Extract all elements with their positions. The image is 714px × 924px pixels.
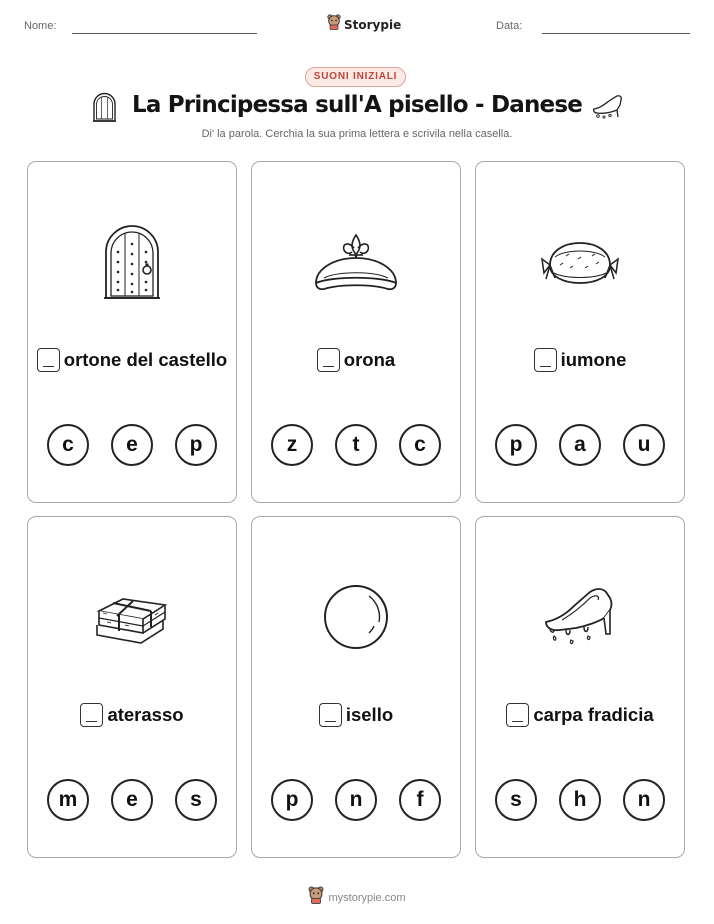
word-fragment: carpa fradicia (533, 704, 654, 725)
letter-choice[interactable]: p (495, 424, 537, 466)
letter-choice[interactable]: t (335, 424, 377, 466)
letter-choice[interactable]: e (111, 424, 153, 466)
letter-choice[interactable]: z (271, 424, 313, 466)
glass-slipper-icon (592, 94, 624, 127)
word-fragment: iumone (560, 349, 627, 370)
brand-logo (327, 14, 401, 35)
word-row (28, 348, 236, 372)
answer-box[interactable] (37, 348, 60, 372)
word-fragment: isello (345, 704, 394, 725)
letter-choice[interactable]: m (47, 779, 89, 821)
footer (0, 886, 714, 909)
word-fragment: orona (343, 349, 396, 370)
name-line[interactable] (72, 33, 257, 34)
letter-choice[interactable]: u (623, 424, 665, 466)
brand-name: Storypie (344, 17, 402, 32)
answer-box[interactable] (317, 348, 340, 372)
page-title: La Principessa sull'A pisello - Danese (131, 92, 583, 118)
word-row (476, 348, 684, 372)
category-badge: SUONI INIZIALI (305, 67, 406, 87)
letter-choice[interactable]: c (399, 424, 441, 466)
letter-choice[interactable]: p (271, 779, 313, 821)
door-icon (28, 212, 236, 312)
exercise-card (475, 161, 685, 503)
date-line[interactable] (542, 33, 690, 34)
storypie-mascot-icon (327, 14, 341, 35)
letter-choice[interactable]: n (335, 779, 377, 821)
wet-shoe-icon (476, 567, 684, 667)
word-row (28, 703, 236, 727)
letter-choice[interactable]: c (47, 424, 89, 466)
crown-icon (252, 212, 460, 312)
answer-box[interactable] (534, 348, 557, 372)
mattress-stack-icon (28, 567, 236, 667)
exercise-card (27, 516, 237, 858)
word-row (252, 703, 460, 727)
answer-box[interactable] (80, 703, 103, 727)
letter-choice[interactable]: p (175, 424, 217, 466)
exercise-card (475, 516, 685, 858)
storypie-mascot-icon (308, 886, 324, 909)
letter-choice[interactable]: n (623, 779, 665, 821)
pillow-icon (476, 212, 684, 312)
letter-choice[interactable]: f (399, 779, 441, 821)
footer-url[interactable]: mystorypie.com (328, 891, 406, 904)
letter-choice[interactable]: s (495, 779, 537, 821)
name-label: Nome: (24, 20, 57, 32)
exercise-card (251, 161, 461, 503)
answer-box[interactable] (506, 703, 529, 727)
word-row (476, 703, 684, 727)
exercise-card (251, 516, 461, 858)
letter-choice[interactable]: h (559, 779, 601, 821)
word-row (252, 348, 460, 372)
exercise-card (27, 161, 237, 503)
instructions: Di' la parola. Cerchia la sua prima lettera e scrivila nella casella. (201, 128, 513, 140)
letter-choice[interactable]: s (175, 779, 217, 821)
letter-choice[interactable]: a (559, 424, 601, 466)
word-fragment: aterasso (107, 704, 184, 725)
word-fragment: ortone del castello (63, 349, 228, 370)
pea-icon (252, 567, 460, 667)
date-label: Data: (496, 20, 523, 32)
letter-choice[interactable]: e (111, 779, 153, 821)
answer-box[interactable] (319, 703, 342, 727)
